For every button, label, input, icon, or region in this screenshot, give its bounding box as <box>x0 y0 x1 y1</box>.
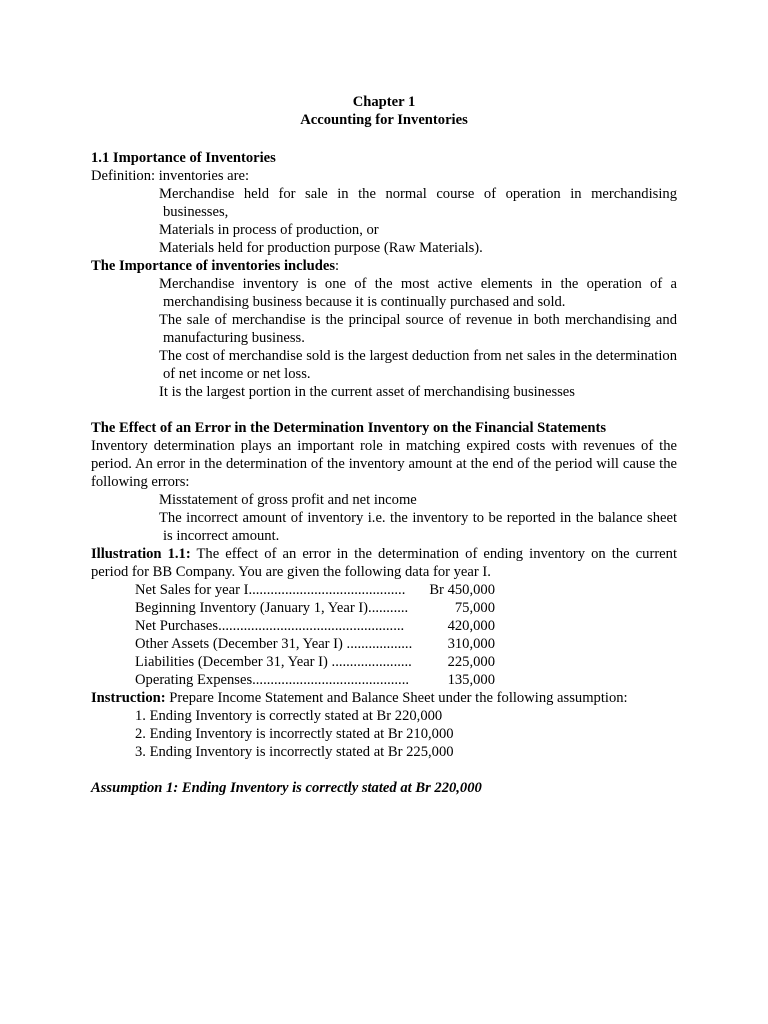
section-heading-importance: 1.1 Importance of Inventories <box>91 150 276 166</box>
definition-item: Merchandise held for sale in the normal course of operation in merchandising businesses, <box>159 186 677 220</box>
instruction-paragraph <box>91 689 677 707</box>
data-label: Operating Expenses........................................... <box>135 672 410 688</box>
illustration-label: Illustration 1.1: <box>91 546 191 562</box>
document-page <box>91 93 677 797</box>
data-value: 135,000 <box>447 672 495 688</box>
effect-item: Misstatement of gross profit and net income <box>159 492 417 508</box>
data-label: Net Sales for year I........................................... <box>135 582 406 598</box>
data-row-operating-expenses <box>135 671 495 689</box>
instruction-item: 1. Ending Inventory is correctly stated at Br 220,000 <box>135 708 443 724</box>
chapter-title: Accounting for Inventories <box>300 112 468 128</box>
chapter-label: Chapter 1 <box>352 94 416 110</box>
importance-heading-colon: : <box>335 258 340 274</box>
data-label: Beginning Inventory (January 1, Year I)........... <box>135 600 409 616</box>
importance-heading: The Importance of inventories includes <box>91 258 336 274</box>
data-value: 225,000 <box>447 654 495 670</box>
data-value: 310,000 <box>447 636 495 652</box>
importance-item: The sale of merchandise is the principal source of revenue in both merchandising and manufacturing business. <box>159 312 677 346</box>
data-row-other-assets <box>135 635 495 653</box>
data-row-net-sales <box>135 581 495 599</box>
effect-heading: The Effect of an Error in the Determination Inventory on the Financial Statements <box>91 420 607 436</box>
data-value: 75,000 <box>454 600 495 616</box>
instruction-label: Instruction: <box>91 690 166 706</box>
illustration-text: The effect of an error in the determination of ending inventory on the current period for BB Company. You are given the following data for year I. <box>91 546 678 580</box>
effect-item: The incorrect amount of inventory i.e. the inventory to be reported in the balance sheet is incorrect amount. <box>159 510 677 544</box>
importance-heading-line <box>91 257 677 275</box>
data-row-beginning-inventory <box>135 599 495 617</box>
data-row-net-purchases <box>135 617 495 635</box>
effect-paragraph: Inventory determination plays an important role in matching expired costs with revenues of the period. An error in the determination of the inventory amount at the end of the period will cause the following errors: <box>91 438 677 490</box>
data-row-liabilities <box>135 653 495 671</box>
data-value: 420,000 <box>447 618 495 634</box>
definition-item: Materials in process of production, or <box>159 222 379 238</box>
instruction-text: Prepare Income Statement and Balance Sheet under the following assumption: <box>165 690 628 706</box>
assumption-heading: Assumption 1: Ending Inventory is correctly stated at Br 220,000 <box>91 780 482 796</box>
importance-item: The cost of merchandise sold is the largest deduction from net sales in the determination of net income or net loss. <box>159 348 677 382</box>
importance-item: Merchandise inventory is one of the most active elements in the operation of a merchandising business because it is continually purchased and sold. <box>159 276 677 310</box>
data-label: Net Purchases................................................... <box>135 618 405 634</box>
data-label: Other Assets (December 31, Year I) .................. <box>135 636 413 652</box>
illustration-paragraph <box>91 545 677 581</box>
data-label: Liabilities (December 31, Year I) ...................... <box>135 654 412 670</box>
data-value: Br 450,000 <box>429 582 495 598</box>
importance-item: It is the largest portion in the current asset of merchandising businesses <box>159 384 575 400</box>
definition-item: Materials held for production purpose (Raw Materials). <box>159 240 483 256</box>
instruction-item: 3. Ending Inventory is incorrectly stated at Br 225,000 <box>135 744 454 760</box>
definition-line: Definition: inventories are: <box>91 168 250 184</box>
instruction-item: 2. Ending Inventory is incorrectly stated at Br 210,000 <box>135 726 454 742</box>
